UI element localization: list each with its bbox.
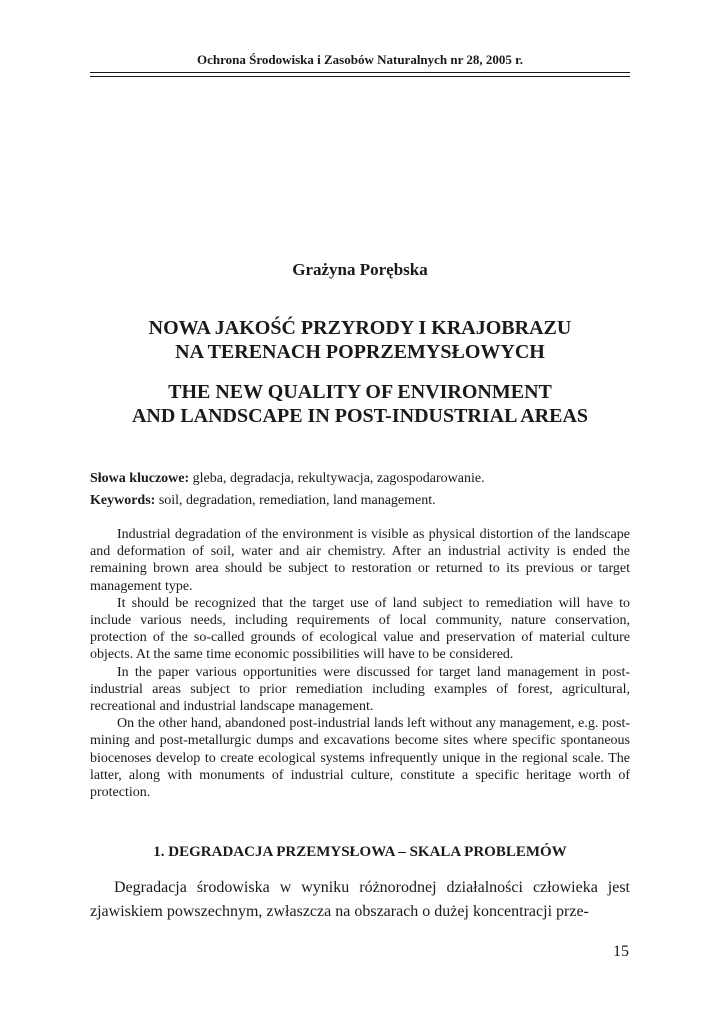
keywords-polish-text: gleba, degradacja, rekultywacja, zagospodarowanie. (189, 471, 485, 486)
title-english (90, 380, 630, 428)
title-english-line2: AND LANDSCAPE IN POST-INDUSTRIAL AREAS (131, 405, 589, 427)
title-polish (90, 316, 630, 364)
section-heading: 1. DEGRADACJA PRZEMYSŁOWA – SKALA PROBLEMÓW (153, 844, 567, 860)
abstract-paragraph-2: It should be recognized that the target use of land subject to remediation will have to include various needs, including requirements of local community, nature conservation, protection of the so-called grounds of ecological value and preservation of material culture objects. At the same time economic possibilities will have to be considered. (90, 595, 630, 663)
abstract-paragraph-1: Industrial degradation of the environment is visible as physical distortion of the landscape and deformation of soil, water and air chemistry. After an industrial activity is ended the remaining brown area should be subject to restoration or returned to its previous or target management type. (90, 527, 630, 594)
keywords-polish-label: Słowa kluczowe: (90, 471, 190, 486)
section-body (90, 876, 630, 924)
author-name: Grażyna Porębska (292, 260, 428, 279)
title-english-line1: THE NEW QUALITY OF ENVIRONMENT (168, 381, 552, 403)
keywords-polish (90, 470, 630, 488)
title-polish-line2: NA TERENACH POPRZEMYSŁOWYCH (175, 341, 545, 363)
keywords-english-text: soil, degradation, remediation, land management. (155, 493, 436, 508)
title-polish-line1: NOWA JAKOŚĆ PRZYRODY I KRAJOBRAZU (148, 317, 572, 339)
keywords-english-label: Keywords: (90, 493, 156, 508)
abstract-paragraph-3: In the paper various opportunities were discussed for target land management in post-industrial areas subject to prior remediation including examples of forest, agricultural, recreational and industrial landscape management. (90, 664, 630, 715)
section-paragraph-1: Degradacja środowiska w wyniku różnorodnej działalności człowieka jest zjawiskiem powszechnym, zwłaszcza na obszarach o dużej koncentracji prze- (90, 879, 630, 920)
header-rule-top (90, 72, 630, 73)
page-number: 15 (613, 943, 629, 960)
keywords-english (90, 492, 630, 510)
abstract (90, 526, 630, 801)
running-header: Ochrona Środowiska i Zasobów Naturalnych nr 28, 2005 r. (196, 52, 524, 67)
abstract-paragraph-4: On the other hand, abandoned post-industrial lands left without any management, e.g. post-mining and post-metallurgic dumps and excavations become sites where specific spontaneous biocenoses develop to create ecological systems infrequently unique in the regional scale. The latter, along with monuments of industrial culture, constitute a specific heritage worth of protection. (90, 716, 630, 801)
header-rule-bottom (90, 76, 630, 77)
